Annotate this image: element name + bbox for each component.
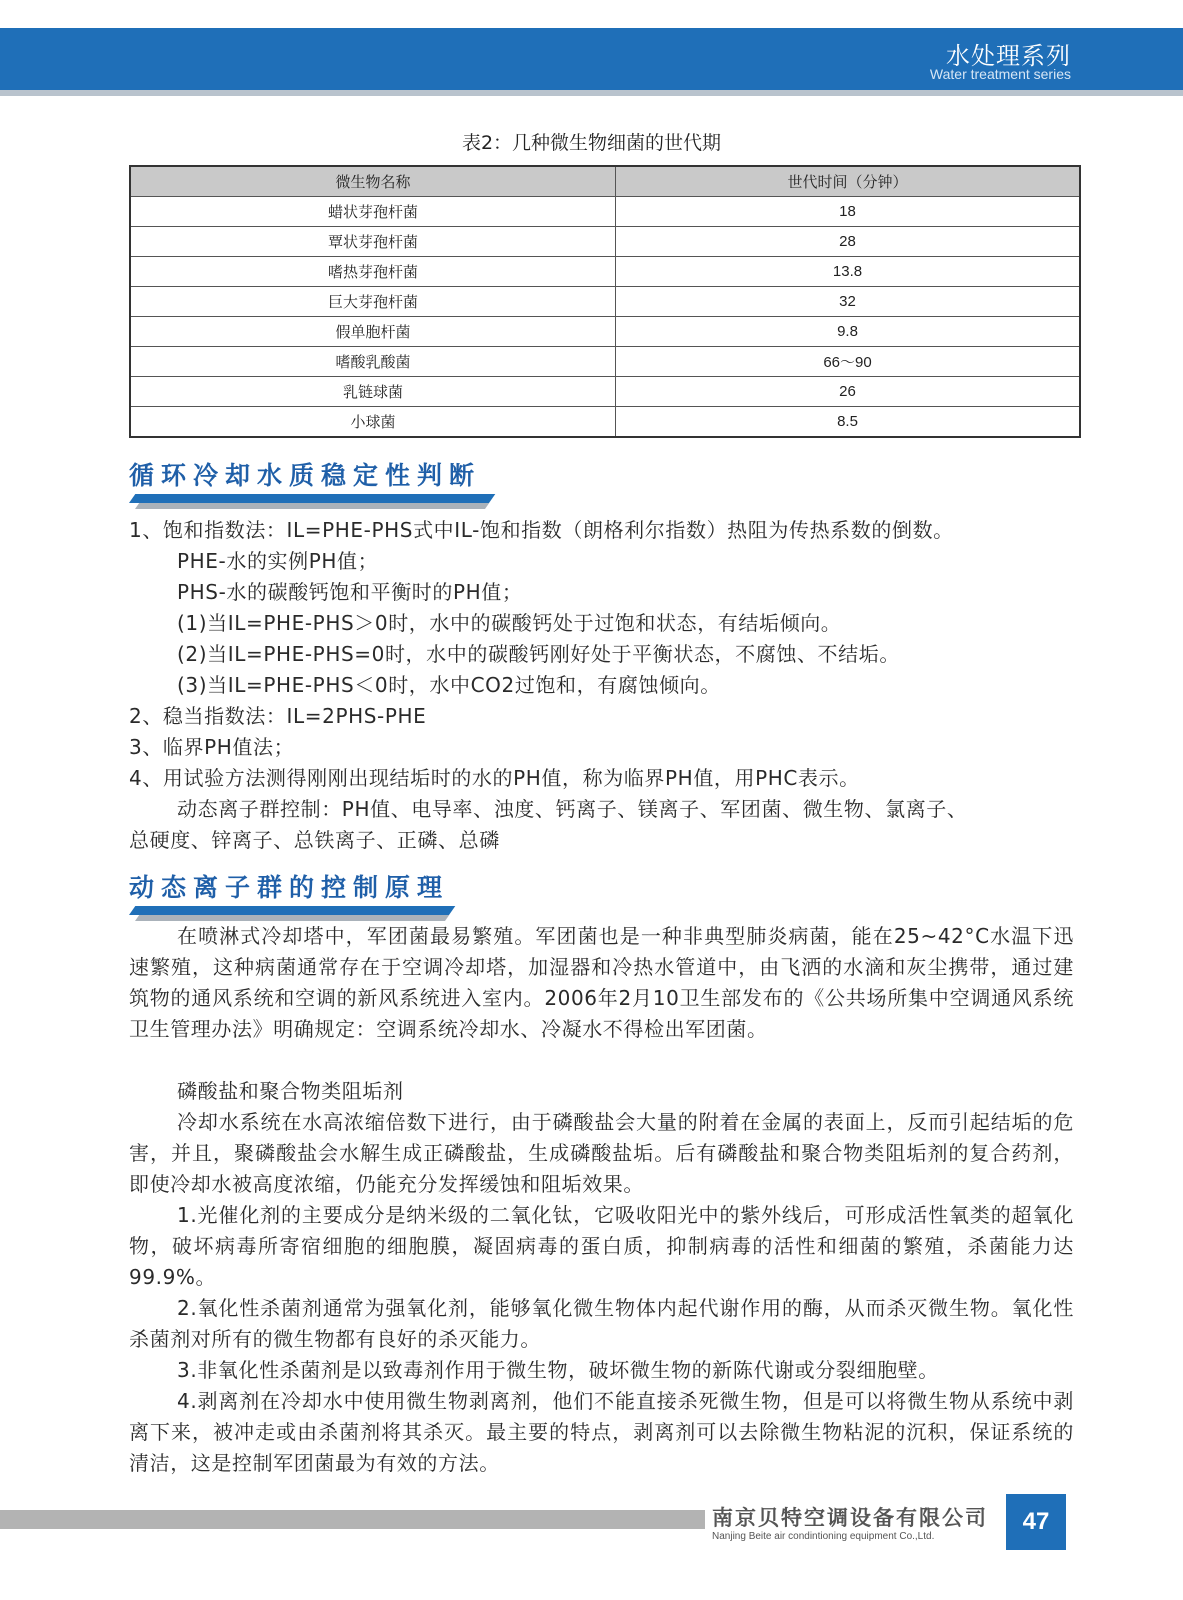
- paragraph: 冷却水系统在水高浓缩倍数下进行，由于磷酸盐会大量的附着在金属的表面上，反而引起结垢的危害，并且，聚磷酸盐会水解生成正磷酸盐，生成磷酸盐垢。后有磷酸盐和聚合物类阻垢剂的复合药剂，即使冷却水被高度浓缩，仍能充分发挥缓蚀和阻垢效果。: [129, 1110, 1074, 1196]
- heading-underline-blue: [129, 494, 495, 503]
- text-line: 4、用试验方法测得刚刚出现结垢时的水的PH值，称为临界PH值，用PHC表示。: [129, 766, 860, 790]
- table-row: [130, 197, 1080, 227]
- text-line: PHS-水的碳酸钙饱和平衡时的PH值；: [177, 580, 523, 604]
- section-heading-control: [129, 868, 509, 924]
- table-header-row: [130, 166, 1080, 197]
- generation-time: 18: [616, 197, 1081, 227]
- generation-time: 66～90: [616, 347, 1081, 377]
- organism-name: 乳链球菌: [130, 377, 616, 407]
- text-line: (2)当IL=PHE-PHS=0时，水中的碳酸钙刚好处于平衡状态，不腐蚀、不结垢。: [177, 642, 900, 666]
- header-divider: [0, 90, 1183, 96]
- organism-name: 蜡状芽孢杆菌: [130, 197, 616, 227]
- text-line: (3)当IL=PHE-PHS＜0时，水中CO2过饱和，有腐蚀倾向。: [177, 673, 721, 697]
- organism-name: 嗜热芽孢杆菌: [130, 257, 616, 287]
- paragraph: 磷酸盐和聚合物类阻垢剂: [177, 1079, 404, 1103]
- table-row: [130, 227, 1080, 257]
- paragraph: 在喷淋式冷却塔中，军团菌最易繁殖。军团菌也是一种非典型肺炎病菌，能在25~42°C水温下迅速繁殖，这种病菌通常存在于空调冷却塔，加湿器和冷热水管道中，由飞洒的水滴和灰尘携带，通过建筑物的通风系统和空调的新风系统进入室内。2006年2月10卫生部发布的《公共场所集中空调通风系统卫生管理办法》明确规定：空调系统冷却水、冷凝水不得检出军团菌。: [129, 924, 1074, 1041]
- organism-name: 嗜酸乳酸菌: [130, 347, 616, 377]
- text-line: (1)当IL=PHE-PHS＞0时，水中的碳酸钙处于过饱和状态，有结垢倾向。: [177, 611, 842, 635]
- paragraph: 3.非氧化性杀菌剂是以致毒剂作用于微生物，破坏微生物的新陈代谢或分裂细胞壁。: [177, 1358, 939, 1382]
- footer-bar: [0, 1510, 705, 1529]
- organism-name: 小球菌: [130, 407, 616, 438]
- generation-time: 32: [616, 287, 1081, 317]
- paragraph: 2.氧化性杀菌剂通常为强氧化剂，能够氧化微生物体内起代谢作用的酶，从而杀灭微生物。氧化性杀菌剂对所有的微生物都有良好的杀灭能力。: [129, 1296, 1074, 1351]
- table-row: [130, 317, 1080, 347]
- generation-time: 9.8: [616, 317, 1081, 347]
- page-number: 47: [1006, 1494, 1066, 1550]
- table-row: [130, 287, 1080, 317]
- text-line: 2、稳当指数法：IL=2PHS-PHE: [129, 704, 427, 728]
- table-row: [130, 257, 1080, 287]
- column-header-name: 微生物名称: [130, 166, 616, 197]
- table-row: [130, 407, 1080, 438]
- organism-name: 假单胞杆菌: [130, 317, 616, 347]
- table-row: [130, 347, 1080, 377]
- generation-time-table: [129, 165, 1081, 438]
- paragraph: 1.光催化剂的主要成分是纳米级的二氧化钛，它吸收阳光中的紫外线后，可形成活性氧类的超氧化物，破坏病毒所寄宿细胞的细胞膜，凝固病毒的蛋白质，抑制病毒的活性和细菌的繁殖，杀菌能力达99.9%。: [129, 1203, 1074, 1289]
- series-subtitle: Water treatment series: [929, 66, 1071, 82]
- heading-underline-blue: [129, 906, 455, 915]
- generation-time: 28: [616, 227, 1081, 257]
- text-line: PHE-水的实例PH值；: [177, 549, 379, 573]
- generation-time: 13.8: [616, 257, 1081, 287]
- series-title: 水处理系列: [946, 42, 1071, 70]
- generation-time: 26: [616, 377, 1081, 407]
- section-title: 循环冷却水质稳定性判断: [129, 461, 482, 490]
- company-name-cn: 南京贝特空调设备有限公司: [712, 1506, 988, 1530]
- section-title: 动态离子群的控制原理: [129, 873, 450, 902]
- paragraph: 4.剥离剂在冷却水中使用微生物剥离剂，他们不能直接杀死微生物，但是可以将微生物从系统中剥离下来，被冲走或由杀菌剂将其杀灭。最主要的特点，剥离剂可以去除微生物粘泥的沉积，保证系统的清洁，这是控制军团菌最为有效的方法。: [129, 1389, 1074, 1475]
- organism-name: 覃状芽孢杆菌: [130, 227, 616, 257]
- text-line: 总硬度、锌离子、总铁离子、正磷、总磷: [129, 828, 500, 852]
- text-line: 动态离子群控制：PH值、电导率、浊度、钙离子、镁离子、军团菌、微生物、氯离子、: [177, 797, 968, 821]
- table-caption: 表2：几种微生物细菌的世代期: [461, 132, 722, 154]
- text-line: 1、饱和指数法：IL=PHE-PHS式中IL-饱和指数（朗格利尔指数）热阻为传热系数的倒数。: [129, 518, 954, 542]
- generation-time: 8.5: [616, 407, 1081, 438]
- heading-underline-grey: [135, 503, 489, 509]
- text-line: 3、临界PH值法；: [129, 735, 295, 759]
- section-heading-stability: [129, 456, 509, 512]
- organism-name: 巨大芽孢杆菌: [130, 287, 616, 317]
- company-name-en: Nanjing Beite air condintioning equipment Co.,Ltd.: [712, 1531, 935, 1542]
- table-row: [130, 377, 1080, 407]
- column-header-time: 世代时间（分钟）: [616, 166, 1081, 197]
